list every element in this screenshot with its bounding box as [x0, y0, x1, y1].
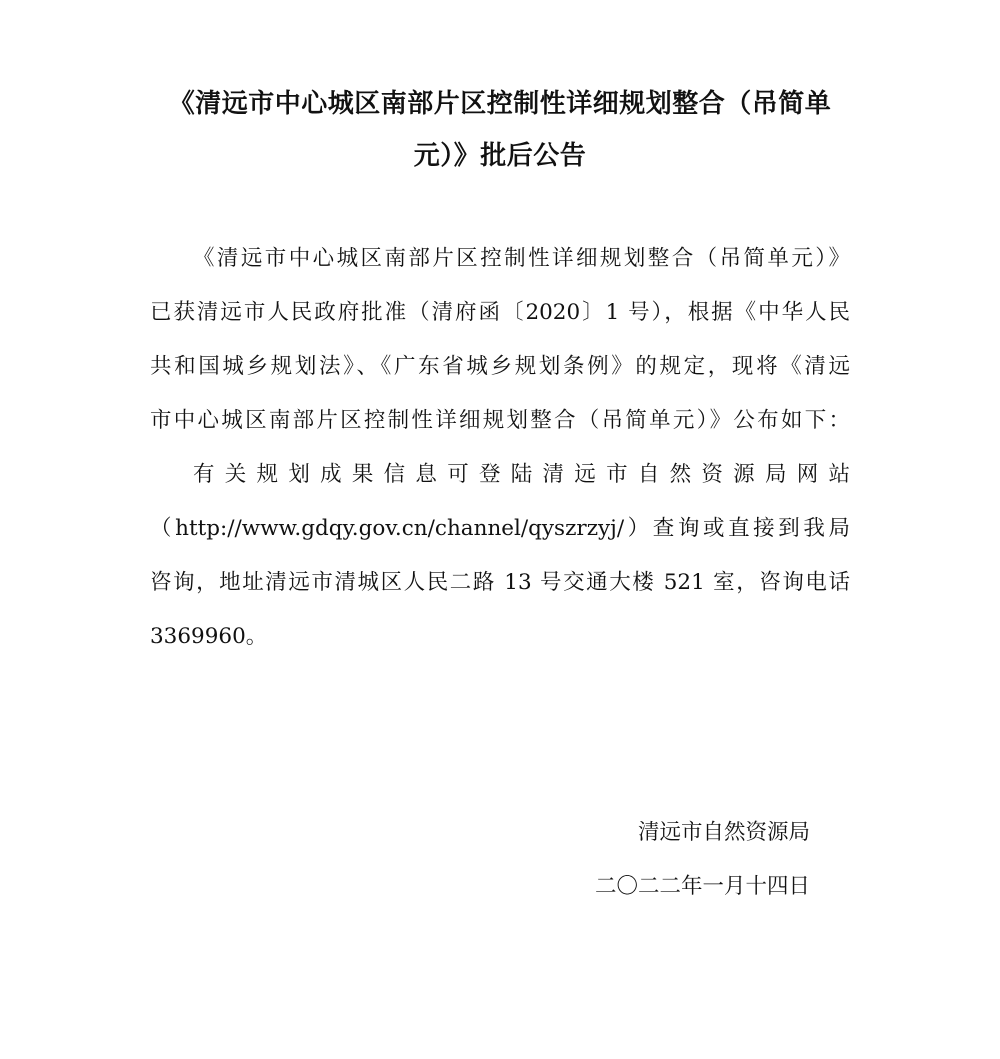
- document-body: [150, 232, 850, 664]
- signature-date: 二〇二二年一月十四日: [594, 874, 810, 899]
- paragraph-line: 共和国城乡规划法》、《广东省城乡规划条例》的规定，现将《清远: [150, 354, 850, 379]
- paragraph-line: 3369960。: [150, 624, 268, 649]
- paragraph-line: 有关规划成果信息可登陆清远市自然资源局网站: [193, 462, 850, 487]
- signature-organization: 清远市自然资源局: [637, 820, 810, 845]
- paragraph-inquiry: [150, 448, 850, 664]
- title-line-2: 元）》批后公告: [413, 141, 587, 171]
- document-title: [150, 78, 850, 182]
- paragraph-approval: [150, 232, 850, 448]
- paragraph-line: 《清远市中心城区南部片区控制性详细规划整合（吊简单元）》: [193, 246, 850, 271]
- signature-block: [540, 806, 810, 914]
- title-line-1: 《清远市中心城区南部片区控制性详细规划整合（吊简单: [168, 89, 832, 119]
- paragraph-line: 已获清远市人民政府批准（清府函〔2020〕1 号），根据《中华人民: [150, 300, 850, 325]
- paragraph-line: 咨询，地址清远市清城区人民二路 13 号交通大楼 521 室，咨询电话: [150, 570, 850, 595]
- paragraph-line: 市中心城区南部片区控制性详细规划整合（吊简单元）》公布如下：: [150, 408, 850, 433]
- paragraph-line: （http://www.gdqy.gov.cn/channel/qyszrzyj/）查询或直接到我局: [150, 516, 850, 541]
